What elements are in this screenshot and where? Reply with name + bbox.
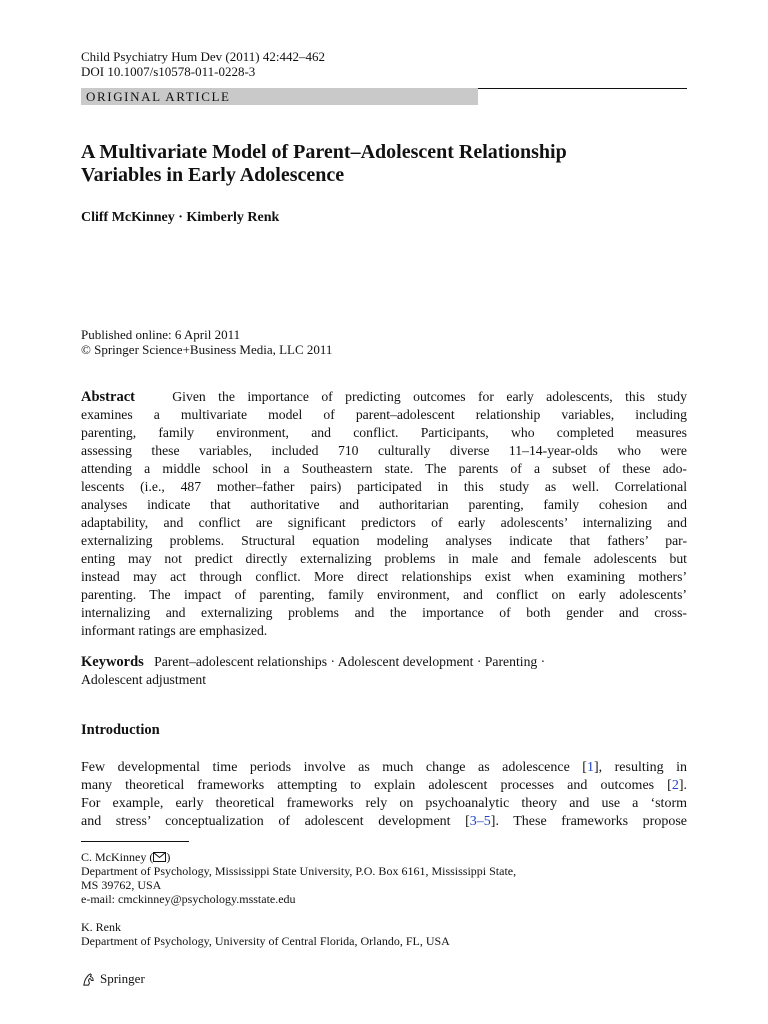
abstract-line: examines a multivariate model of parent–adolescent relationship variables, including xyxy=(81,407,687,422)
abstract xyxy=(81,388,687,640)
abstract-line: externalizing problems. Structural equation modeling analyses indicate that fathers’ par- xyxy=(81,533,687,548)
copyright-notice: © Springer Science+Business Media, LLC 2011 xyxy=(81,342,333,357)
author-footnote-dept: Department of Psychology, University of Central Florida, Orlando, FL, USA xyxy=(81,934,450,948)
keywords-line: Adolescent adjustment xyxy=(81,672,207,687)
abstract-line: adaptability, and conflict are significant predictors of early adolescents’ internalizing and xyxy=(81,515,687,530)
article-title xyxy=(81,141,687,187)
title-line: Variables in Early Adolescence xyxy=(81,164,345,186)
text-run: many theoretical frameworks attempting to explain adolescent processes and outcomes [ xyxy=(81,778,672,793)
abstract-line: lescents (i.e., 487 mother–father pairs) participated in this study as well. Correlational xyxy=(81,479,687,494)
text-run: ]. xyxy=(678,778,687,793)
text-run: and stress’ conceptualization of adolescent development [ xyxy=(81,814,470,829)
abstract-line: parenting, family environment, and conflict. Participants, who completed measures xyxy=(81,425,687,440)
text-run: ) xyxy=(166,850,171,864)
abstract-line: internalizing and externalizing problems and the importance of both gender and cross- xyxy=(81,605,687,620)
article-type-label: ORIGINAL ARTICLE xyxy=(81,88,478,105)
abstract-heading: Abstract xyxy=(81,389,135,405)
keywords-list: Parent–adolescent relationships · Adolescent development · Parenting · xyxy=(154,654,546,669)
paragraph-line: For example, early theoretical frameworks rely on psychoanalytic theory and use a ‘storm xyxy=(81,796,687,811)
abstract-line: enting may not predict directly externalizing problems in male and female adolescents but xyxy=(81,551,687,566)
envelope-icon xyxy=(153,852,166,862)
abstract-line: parenting. The impact of parenting, family environment, and conflict on early adolescents’ xyxy=(81,587,687,602)
published-date: Published online: 6 April 2011 xyxy=(81,327,241,342)
text-run: ], resulting in xyxy=(593,760,688,775)
title-line: A Multivariate Model of Parent–Adolescent Relationship xyxy=(81,141,567,163)
text-run: C. McKinney ( xyxy=(81,850,154,864)
paragraph-line xyxy=(81,813,687,831)
springer-horse-icon xyxy=(81,972,96,987)
abstract-line: instead may act through conflict. More direct relationships exist when examining mothers’ xyxy=(81,569,687,584)
doi: DOI 10.1007/s10578-011-0228-3 xyxy=(81,64,256,79)
abstract-line: attending a middle school in a Southeastern state. The parents of a subset of these ado- xyxy=(81,461,687,476)
journal-citation: Child Psychiatry Hum Dev (2011) 42:442–462 xyxy=(81,49,325,64)
keywords-line xyxy=(81,653,687,671)
abstract-line xyxy=(81,388,687,406)
citation-link[interactable]: 3–5 xyxy=(469,814,491,829)
publisher-name: Springer xyxy=(100,971,145,986)
text-run: ]. These frameworks propose xyxy=(490,814,687,829)
section-heading-introduction: Introduction xyxy=(81,722,160,738)
publisher-footer xyxy=(81,971,145,987)
paragraph-line xyxy=(81,759,687,777)
paragraph-line xyxy=(81,777,687,795)
author-footnote-dept: Department of Psychology, Mississippi State University, P.O. Box 6161, Mississippi State, xyxy=(81,864,517,878)
text-run: Few developmental time periods involve as much change as adolescence [ xyxy=(81,760,587,775)
author-footnote-name: K. Renk xyxy=(81,920,121,934)
keywords xyxy=(81,653,687,689)
citation-link[interactable]: 1 xyxy=(586,760,594,775)
author-list: Cliff McKinney · Kimberly Renk xyxy=(81,210,280,225)
keywords-heading: Keywords xyxy=(81,654,144,670)
author-footnote-address: MS 39762, USA xyxy=(81,878,162,892)
abstract-line: assessing these variables, included 710 culturally diverse 11–14-year-olds who were xyxy=(81,443,687,458)
abstract-line: informant ratings are emphasized. xyxy=(81,623,268,638)
introduction-paragraph xyxy=(81,759,687,831)
author-footnote-name xyxy=(81,850,170,865)
abstract-first-line: Given the importance of predicting outcomes for early adolescents, this study xyxy=(172,389,687,404)
header-rule xyxy=(478,88,687,89)
footnote-rule xyxy=(81,841,189,842)
citation-link[interactable]: 2 xyxy=(671,778,679,793)
author-footnote-email[interactable]: e-mail: cmckinney@psychology.msstate.edu xyxy=(81,892,296,906)
abstract-line: analyses indicate that authoritative and authoritarian parenting, family cohesion and xyxy=(81,497,687,512)
